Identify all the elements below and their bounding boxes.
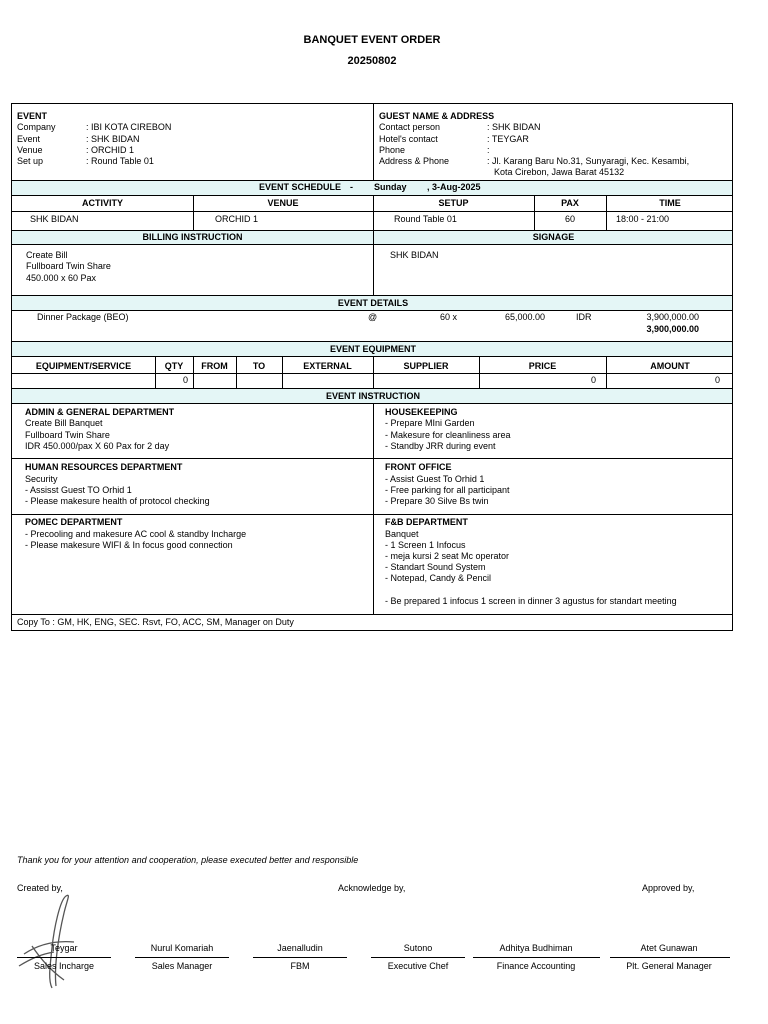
schedule-band [12, 180, 732, 195]
event-label-company: Company [17, 122, 56, 132]
event-order-sheet [11, 103, 733, 631]
col-venue: VENUE [267, 198, 299, 208]
details-price: 65,000.00 [505, 312, 546, 322]
event-label-event: Event [17, 134, 41, 144]
hr-title: HUMAN RESOURCES DEPARTMENT [25, 462, 183, 472]
col-qty: QTY [164, 361, 184, 371]
col-time: TIME [659, 198, 681, 208]
details-total: 3,900,000.00 [646, 324, 699, 334]
details-amount: 3,900,000.00 [646, 312, 699, 322]
event-value-company: : IBI KOTA CIREBON [86, 122, 172, 132]
pomec-line: - Please makesure WIFI & In focus good connection [25, 540, 233, 550]
admin-line: Fullboard Twin Share [25, 430, 110, 440]
details-at: @ [368, 312, 378, 322]
col-price: PRICE [528, 361, 557, 371]
instruction-heading: EVENT INSTRUCTION [325, 391, 420, 401]
signatory-name: Nurul Komariah [150, 943, 214, 953]
signatory-role: Executive Chef [387, 961, 449, 971]
billing-line: Create Bill [26, 250, 68, 260]
hr-line: - Assisst Guest TO Orhid 1 [25, 485, 132, 495]
guest-value-address: : Jl. Karang Baru No.31, Sunyaragi, Kec. Kesambi, [487, 156, 690, 166]
event-value-event: : SHK BIDAN [86, 134, 140, 144]
event-heading: EVENT [17, 111, 48, 121]
details-heading: EVENT DETAILS [337, 298, 409, 308]
schedule-day: Sunday [374, 182, 407, 192]
col-to: TO [252, 361, 266, 371]
fb-line: - 1 Screen 1 Infocus [385, 540, 466, 550]
signatory-role: Plt. General Manager [626, 961, 712, 971]
hr-line: - Please makesure health of protocol checking [25, 496, 210, 506]
fb-line: - Standart Sound System [385, 562, 486, 572]
schedule-activity: SHK BIDAN [30, 214, 79, 224]
billing-line: Fullboard Twin Share [26, 261, 111, 271]
housekeeping-line: - Makesure for cleanliness area [385, 430, 511, 440]
schedule-label: EVENT SCHEDULE [259, 182, 342, 192]
signatory-role: Finance Accounting [496, 961, 576, 971]
billing-heading: BILLING INSTRUCTION [142, 232, 243, 242]
acknowledge-by: Acknowledge by, [338, 883, 406, 893]
fb-line: - meja kursi 2 seat Mc operator [385, 551, 510, 561]
document-number: 20250802 [347, 55, 397, 67]
equipment-qty: 0 [182, 375, 188, 385]
schedule-setup: Round Table 01 [394, 214, 457, 224]
hr-line: Security [25, 474, 58, 484]
front-office-line: - Assist Guest To Orhid 1 [385, 474, 485, 484]
equipment-heading: EVENT EQUIPMENT [329, 344, 416, 354]
thanks-note: Thank you for your attention and cooperation, please executed better and responsible [17, 855, 359, 865]
signage-heading: SIGNAGE [532, 232, 575, 242]
housekeeping-line: - Prepare MIni Garden [385, 418, 475, 428]
billing-line: 450.000 x 60 Pax [26, 273, 97, 283]
event-label-venue: Venue [17, 145, 43, 155]
event-label-setup: Set up [17, 156, 44, 166]
fb-line: - Be prepared 1 infocus 1 screen in dinner 3 agustus for standart meeting [385, 596, 677, 606]
signatory-name: Atet Gunawan [640, 943, 698, 953]
guest-label-phone: Phone [379, 145, 406, 155]
schedule-pax: 60 [565, 214, 576, 224]
col-pax: PAX [561, 198, 579, 208]
approved-by: Approved by, [642, 883, 695, 893]
signatory-role: Sales Manager [151, 961, 213, 971]
guest-label-contact: Contact person [379, 122, 441, 132]
fb-title: F&B DEPARTMENT [385, 517, 468, 527]
schedule-date: , 3-Aug-2025 [427, 182, 481, 192]
schedule-time: 18:00 - 21:00 [616, 214, 670, 224]
equipment-amount: 0 [714, 375, 720, 385]
col-amount: AMOUNT [650, 361, 690, 371]
details-qty: 60 x [440, 312, 458, 322]
created-by: Created by, [17, 883, 63, 893]
signatory-name: Adhitya Budhiman [499, 943, 573, 953]
col-setup: SETUP [438, 198, 469, 208]
front-office-title: FRONT OFFICE [385, 462, 452, 472]
document-title: BANQUET EVENT ORDER [303, 34, 441, 46]
signature-graphic [14, 888, 84, 996]
housekeeping-title: HOUSEKEEPING [385, 407, 458, 417]
col-external: EXTERNAL [303, 361, 352, 371]
equipment-price: 0 [590, 375, 596, 385]
guest-label-hotel-contact: Hotel's contact [379, 134, 438, 144]
admin-title: ADMIN & GENERAL DEPARTMENT [25, 407, 175, 417]
guest-address-line2: Kota Cirebon, Jawa Barat 45132 [494, 167, 625, 177]
col-supplier: SUPPLIER [403, 361, 449, 371]
schedule-venue: ORCHID 1 [215, 214, 259, 224]
front-office-line: - Free parking for all participant [385, 485, 510, 495]
guest-heading: GUEST NAME & ADDRESS [379, 111, 495, 121]
signatory-name: Sutono [403, 943, 433, 953]
guest-value-hotel-contact: : TEYGAR [487, 134, 529, 144]
details-item: Dinner Package (BEO) [37, 312, 129, 322]
schedule-dash: - [350, 182, 353, 192]
signatory-role: FBM [290, 961, 310, 971]
pomec-title: POMEC DEPARTMENT [25, 517, 123, 527]
housekeeping-line: - Standby JRR during event [385, 441, 496, 451]
guest-label-address: Address & Phone [379, 156, 450, 166]
front-office-line: - Prepare 30 Silve Bs twin [385, 496, 489, 506]
event-value-venue: : ORCHID 1 [86, 145, 135, 155]
signatory-role: Sales Incharge [33, 961, 95, 971]
guest-value-phone: : [487, 145, 490, 155]
pomec-line: - Precooling and makesure AC cool & standby Incharge [25, 529, 247, 539]
admin-line: IDR 450.000/pax X 60 Pax for 2 day [25, 441, 170, 451]
col-from: FROM [201, 361, 228, 371]
admin-line: Create Bill Banquet [25, 418, 103, 428]
guest-value-contact: : SHK BIDAN [487, 122, 541, 132]
signatory-name: Teygar [50, 943, 78, 953]
fb-line: - Notepad, Candy & Pencil [385, 573, 492, 583]
signage-text: SHK BIDAN [390, 250, 439, 260]
signatory-name: Jaenalludin [277, 943, 323, 953]
col-equipment: EQUIPMENT/SERVICE [35, 361, 132, 371]
col-activity: ACTIVITY [81, 198, 123, 208]
fb-line: Banquet [385, 529, 419, 539]
details-currency: IDR [576, 312, 592, 322]
event-value-setup: : Round Table 01 [86, 156, 154, 166]
copy-to: Copy To : GM, HK, ENG, SEC. Rsvt, FO, ACC, SM, Manager on Duty [17, 617, 294, 627]
